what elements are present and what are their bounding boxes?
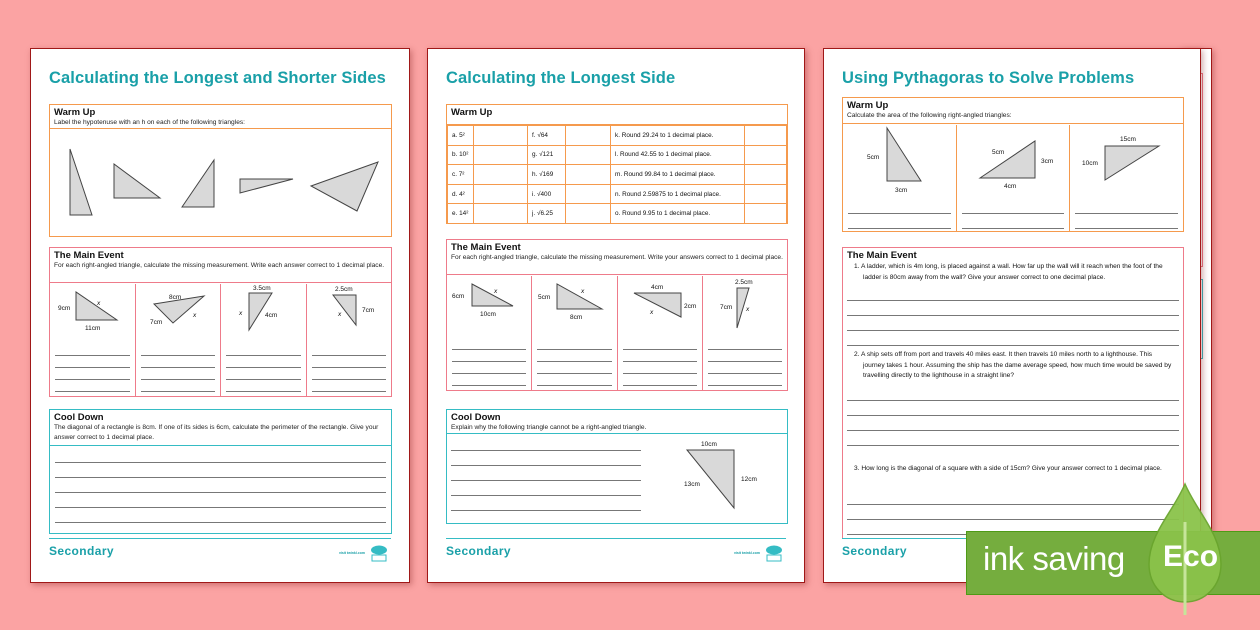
svg-text:x: x <box>239 310 243 317</box>
svg-text:8cm: 8cm <box>570 314 583 321</box>
question-1: 1. A ladder, which is 4m long, is placed against a wall. How far up the wall will it reach when the foot of the ladder is 80cm away from the wall? Give your answer correct to one decimal place. <box>854 263 1163 281</box>
svg-text:x: x <box>97 300 101 307</box>
svg-text:13cm: 13cm <box>684 481 700 488</box>
triangle-question <box>618 276 703 390</box>
eco-label: Eco <box>1163 540 1219 573</box>
worksheet-footer <box>49 538 391 568</box>
section-title: Warm Up <box>847 100 889 111</box>
answer-lines <box>451 436 641 511</box>
section-title: The Main Event <box>847 250 917 261</box>
svg-text:7cm: 7cm <box>361 307 374 314</box>
answer-lines <box>55 448 386 523</box>
footer-level-label: Secondary <box>446 544 511 558</box>
footer-url: visit twinkl.com <box>733 551 760 555</box>
svg-text:3cm: 3cm <box>1040 158 1053 165</box>
triangle-question <box>136 284 222 396</box>
section-instruction: For each right-angled triangle, calculate the missing measurement. Write your answers correct to 1 decimal place. <box>451 254 783 261</box>
triangle-question <box>532 276 617 390</box>
svg-text:11cm: 11cm <box>85 325 101 332</box>
table-row: a. 5² f. √64 k. Round 29.24 to 1 decimal place. <box>448 126 787 146</box>
svg-text:10cm: 10cm <box>1082 160 1099 167</box>
section-instruction: Calculate the area of the following right-angled triangles: <box>847 112 1012 119</box>
section-title: Warm Up <box>54 107 96 118</box>
svg-text:x: x <box>649 309 653 316</box>
area-question <box>957 125 1071 231</box>
svg-text:5cm: 5cm <box>991 149 1004 156</box>
svg-text:x: x <box>745 306 749 313</box>
footer-level-label: Secondary <box>49 544 114 558</box>
svg-text:2.5cm: 2.5cm <box>734 279 753 286</box>
svg-text:5cm: 5cm <box>867 154 880 161</box>
svg-text:7cm: 7cm <box>719 304 733 311</box>
svg-text:4cm: 4cm <box>650 284 663 291</box>
twinkl-logo-icon <box>369 544 389 562</box>
svg-text:4cm: 4cm <box>265 312 278 319</box>
table-row: b. 10² g. √121 l. Round 42.55 to 1 decimal place. <box>448 145 787 165</box>
triangle-question <box>447 276 532 390</box>
triangle-question <box>307 284 392 396</box>
worksheet-title: Using Pythagoras to Solve Problems <box>842 69 1135 87</box>
section-title: Cool Down <box>451 412 501 423</box>
main-event-section <box>446 239 788 391</box>
section-instruction: For each right-angled triangle, calculate the missing measurement. Write each answer correct to 1 decimal place. <box>54 262 385 269</box>
warm-up-table <box>447 125 787 224</box>
section-instruction: Explain why the following triangle cannot be a right-angled triangle. <box>451 424 647 431</box>
section-title: Cool Down <box>54 412 104 423</box>
triangle-question <box>50 284 136 396</box>
table-row: d. 4² i. √400 n. Round 2.59875 to 1 decimal place. <box>448 184 787 204</box>
area-question <box>843 125 957 231</box>
svg-text:12cm: 12cm <box>741 476 757 483</box>
svg-text:2cm: 2cm <box>683 303 696 310</box>
answer-lines <box>847 286 1179 346</box>
worksheet-longest-and-shorter-sides <box>30 48 410 583</box>
svg-text:x: x <box>494 288 498 295</box>
table-row: e. 14² j. √6.25 o. Round 9.95 to 1 decimal place. <box>448 204 787 224</box>
twinkl-logo-icon <box>764 544 784 562</box>
svg-text:10cm: 10cm <box>480 311 496 318</box>
answer-lines <box>847 490 1179 535</box>
section-instruction: Label the hypotenuse with an h on each of the following triangles: <box>54 119 245 126</box>
warm-up-section <box>842 97 1184 232</box>
svg-text:6cm: 6cm <box>452 293 465 300</box>
question-2: 2. A ship sets off from port and travels 40 miles east. It then travels 10 miles north to a lighthouse. This journey takes 1 hour. Assuming the ship has the dame average speed, how much time would be saved by travelling directly to the lighthouse in a straight line? <box>854 351 1172 379</box>
worksheet-title: Calculating the Longest Side <box>446 69 676 87</box>
worksheet-longest-side <box>427 48 805 583</box>
worksheet-title: Calculating the Longest and Shorter Sides <box>49 69 386 87</box>
footer-url: visit twinkl.com <box>338 551 365 555</box>
question-3: 3. How long is the diagonal of a square with a side of 15cm? Give your answer correct to 1 decimal place. <box>854 465 1162 472</box>
warm-up-section <box>446 104 788 224</box>
worksheet-footer <box>446 538 786 568</box>
svg-text:x: x <box>337 311 341 318</box>
svg-text:x: x <box>581 288 585 295</box>
triangles-diagram <box>50 131 390 236</box>
ink-saving-label: ink saving <box>983 540 1125 577</box>
svg-text:3cm: 3cm <box>895 187 908 194</box>
area-question <box>1070 125 1183 231</box>
svg-text:7cm: 7cm <box>149 319 162 326</box>
svg-text:3.5cm: 3.5cm <box>253 285 271 292</box>
svg-text:10cm: 10cm <box>701 441 717 448</box>
svg-text:x: x <box>192 312 196 319</box>
svg-text:8cm: 8cm <box>168 294 181 301</box>
answer-lines <box>847 386 1179 446</box>
warm-up-section <box>49 104 392 237</box>
section-instruction: The diagonal of a rectangle is 8cm. If one of its sides is 6cm, calculate the perimeter of the rectangle. Give your answer correct to 1 decimal place. <box>54 424 379 441</box>
cool-down-triangle <box>669 438 789 523</box>
svg-text:9cm: 9cm <box>58 305 71 312</box>
table-row: c. 7² h. √169 m. Round 99.84 to 1 decimal place. <box>448 165 787 185</box>
cool-down-section <box>49 409 392 534</box>
section-title: The Main Event <box>451 242 521 253</box>
main-event-section <box>49 247 392 397</box>
footer-level-label: Secondary <box>842 544 907 558</box>
triangle-question <box>703 276 787 390</box>
main-event-section <box>842 247 1184 539</box>
svg-text:15cm: 15cm <box>1120 136 1137 143</box>
cool-down-section <box>446 409 788 524</box>
svg-text:5cm: 5cm <box>538 294 551 301</box>
svg-text:2.5cm: 2.5cm <box>334 286 353 293</box>
triangle-question <box>221 284 307 396</box>
svg-text:4cm: 4cm <box>1003 183 1016 190</box>
section-title: Warm Up <box>451 107 493 118</box>
section-title: The Main Event <box>54 250 124 261</box>
